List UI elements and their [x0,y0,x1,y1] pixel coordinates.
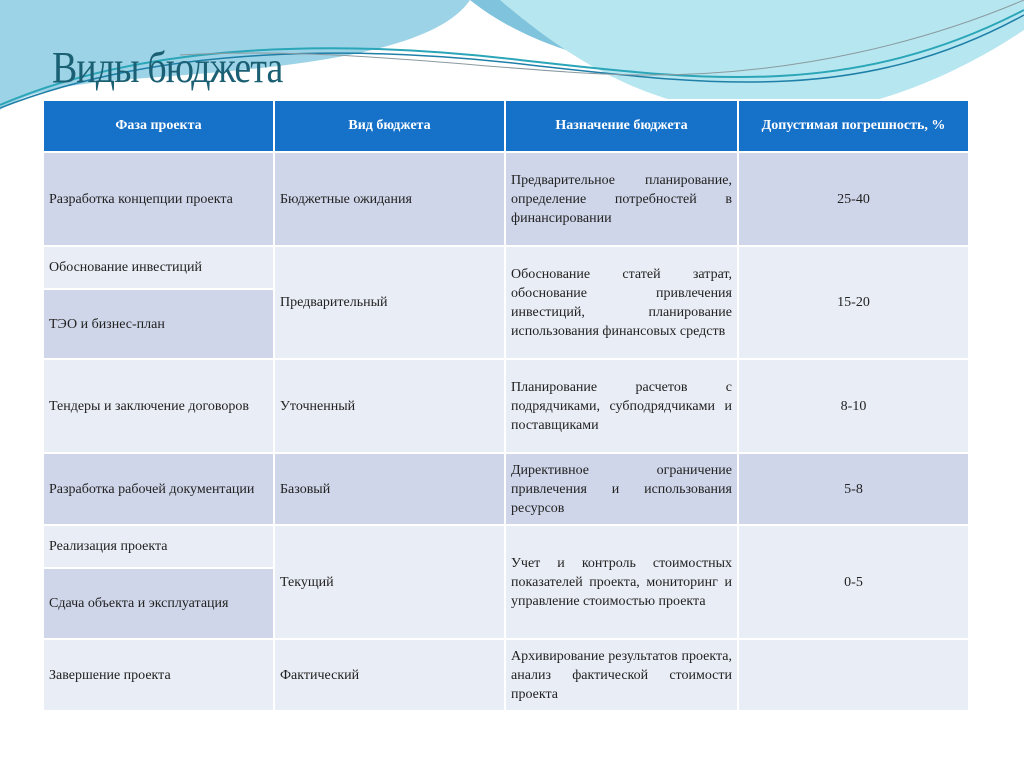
phase-cell: Разработка концепции проекта [43,152,274,246]
purpose-cell: Предварительное планирование, определение потребностей в финансировании [505,152,738,246]
error-cell: 25-40 [738,152,969,246]
type-cell: Уточненный [274,359,505,453]
purpose-cell: Планирование расчетов с подрядчиками, субподрядчиками и поставщиками [505,359,738,453]
purpose-cell: Обоснование статей затрат, обоснование привлечения инвестиций, планирование использования финансовых средств [505,246,738,359]
phase-cell: Разработка рабочей документации [43,453,274,525]
type-cell: Текущий [274,525,505,639]
purpose-cell: Архивирование результатов проекта, анализ фактической стоимости проекта [505,639,738,711]
table-header-row [43,100,969,152]
type-cell: Фактический [274,639,505,711]
header-purpose: Назначение бюджета [505,100,738,152]
type-cell: Бюджетные ожидания [274,152,505,246]
error-cell [738,639,969,711]
table-row [43,246,969,289]
error-cell: 5-8 [738,453,969,525]
error-cell: 8-10 [738,359,969,453]
phase-cell: Тендеры и заключение договоров [43,359,274,453]
phase-cell: Реализация проекта [43,525,274,568]
page-title: Виды бюджета [52,43,283,92]
header-error: Допустимая погрешность, % [738,100,969,152]
table-row [43,639,969,711]
error-cell: 15-20 [738,246,969,359]
phase-cell: ТЭО и бизнес-план [43,289,274,359]
phase-cell: Сдача объекта и эксплуатация [43,568,274,639]
phase-cell: Обоснование инвестиций [43,246,274,289]
table-row [43,152,969,246]
purpose-cell: Учет и контроль стоимостных показателей проекта, мониторинг и управление стоимостью проекта [505,525,738,639]
header-type: Вид бюджета [274,100,505,152]
type-cell: Предварительный [274,246,505,359]
table-row [43,525,969,568]
table-row [43,453,969,525]
header-phase: Фаза проекта [43,100,274,152]
purpose-cell: Директивное ограничение привлечения и использования ресурсов [505,453,738,525]
table-row [43,359,969,453]
error-cell: 0-5 [738,525,969,639]
type-cell: Базовый [274,453,505,525]
phase-cell: Завершение проекта [43,639,274,711]
budget-types-table [42,99,970,712]
